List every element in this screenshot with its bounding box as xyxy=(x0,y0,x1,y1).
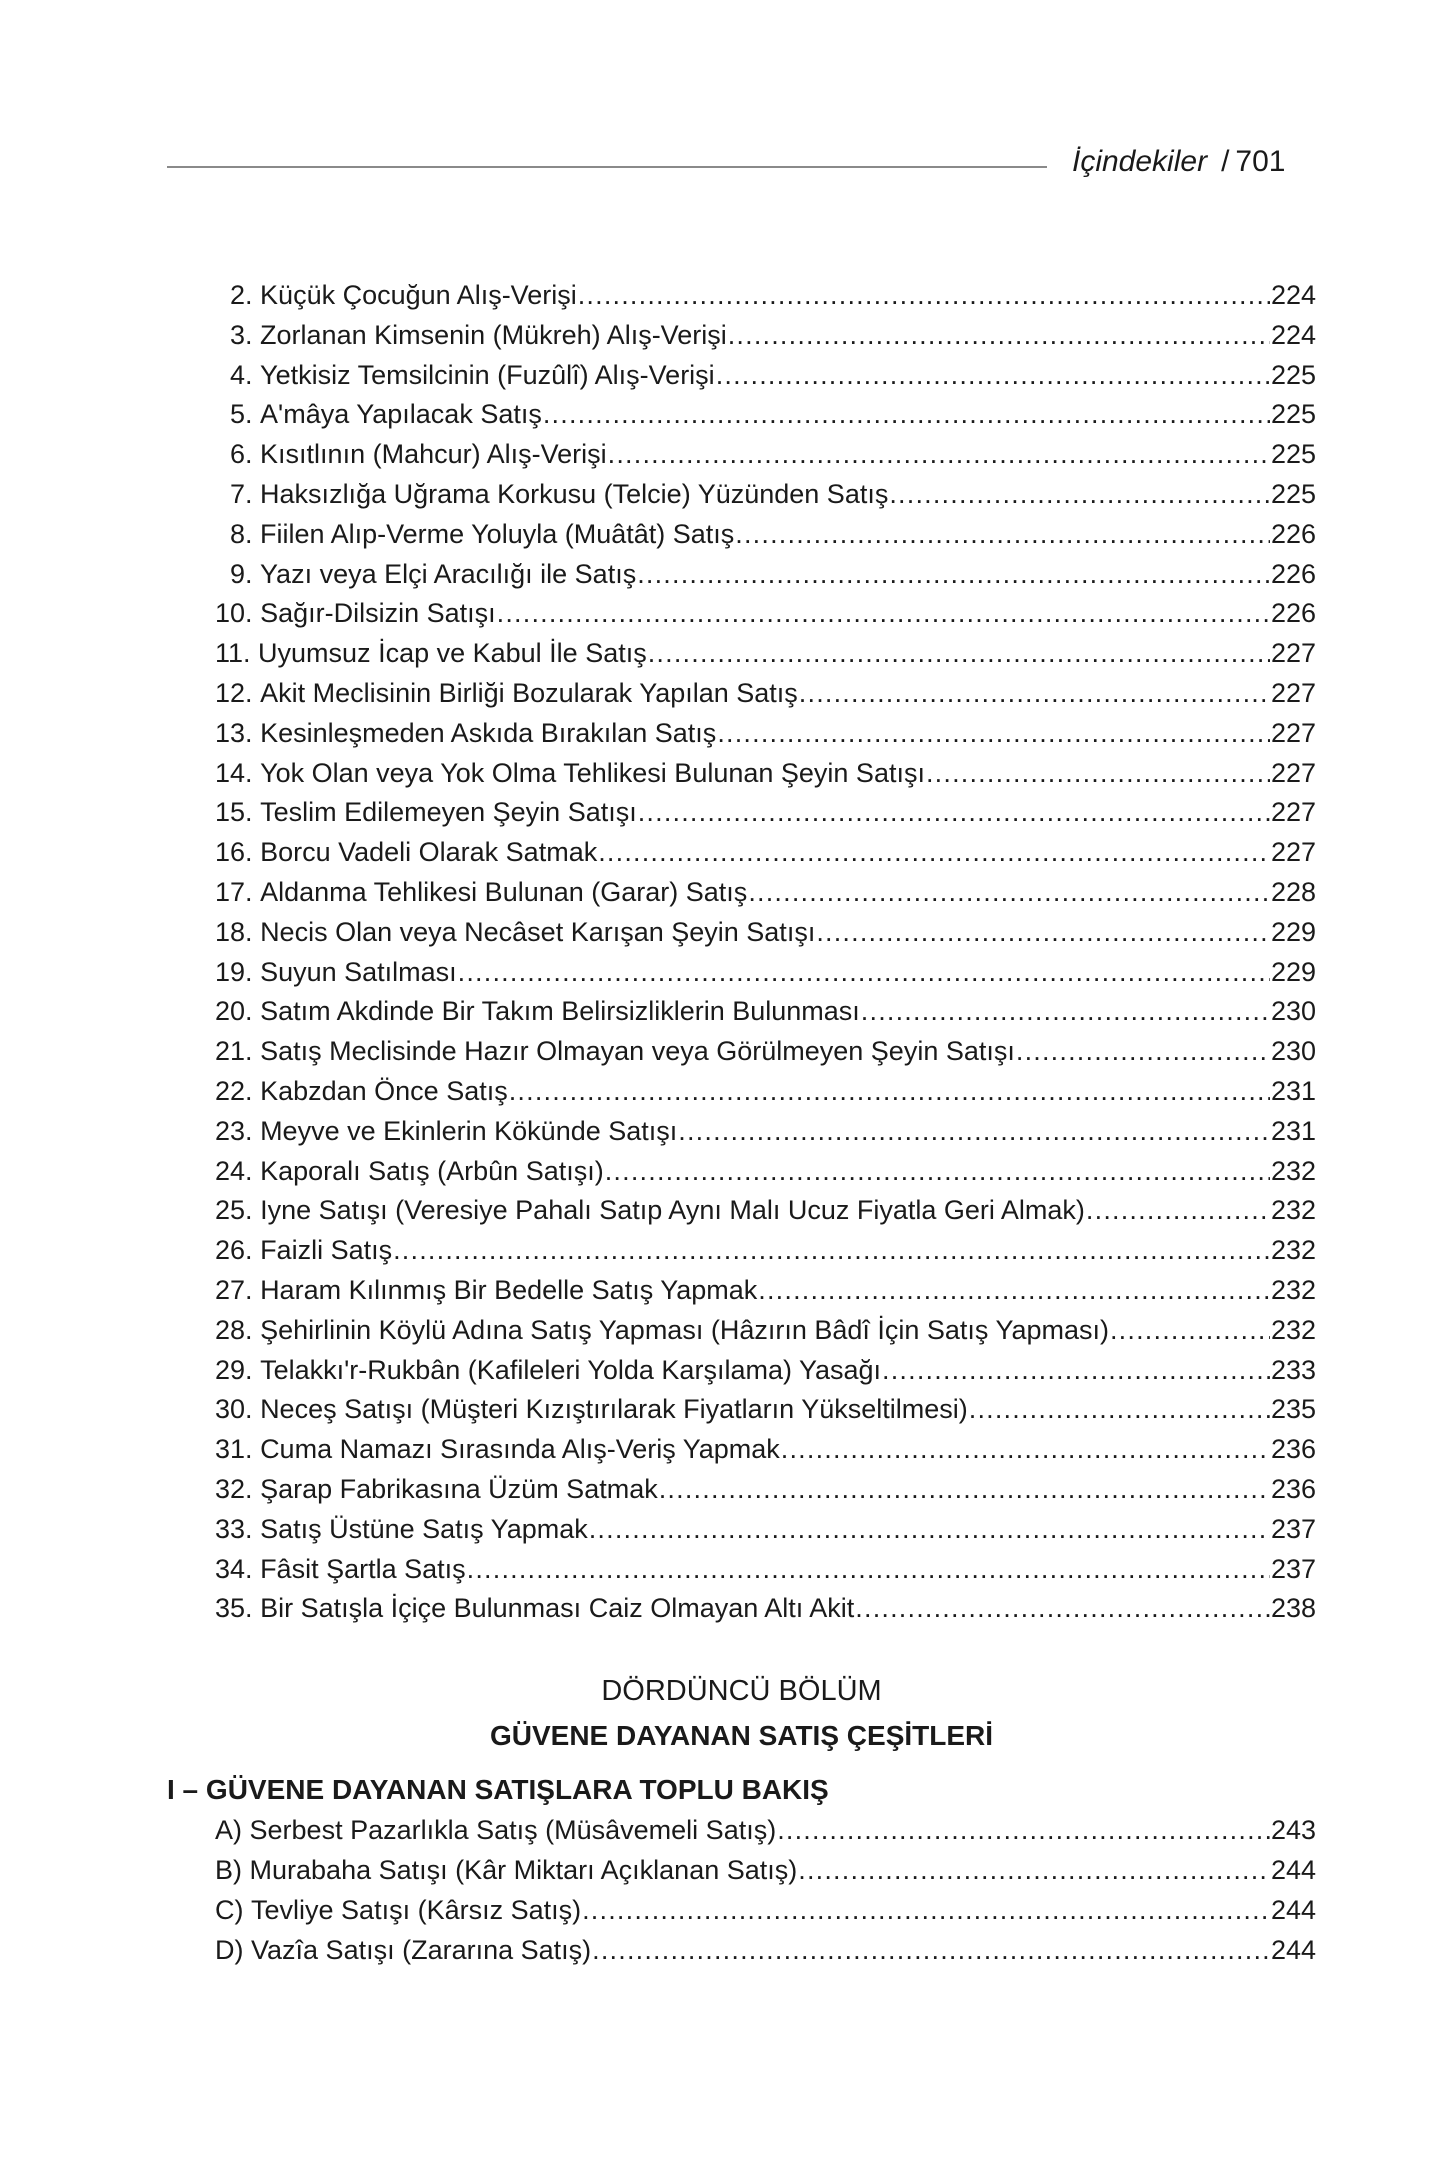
dot-leader xyxy=(458,952,1270,992)
toc-entry-title-text: Telakkı'r-Rukbân (Kafileleri Yolda Karşılama) Yasağı xyxy=(260,1354,882,1385)
dot-leader xyxy=(543,394,1270,434)
toc-entry-title-text: Meyve ve Ekinlerin Kökünde Satışı xyxy=(260,1115,678,1146)
dot-leader xyxy=(578,275,1270,315)
toc-entry-title xyxy=(215,832,597,872)
toc-entry[interactable] xyxy=(0,872,1440,912)
toc-entry-title-text: Küçük Çocuğun Alış-Verişi xyxy=(260,280,577,310)
toc-entry-page: 236 xyxy=(1270,1474,1316,1504)
header-rule xyxy=(167,166,1047,168)
dot-leader xyxy=(659,1469,1270,1509)
toc-entry-title xyxy=(230,315,727,355)
toc-entry-title-text: Necis Olan veya Necâset Karışan Şeyin Satışı xyxy=(260,916,816,947)
toc-entry[interactable] xyxy=(0,991,1440,1031)
toc-entry[interactable] xyxy=(0,1270,1440,1310)
toc-entry[interactable] xyxy=(0,832,1440,872)
toc-entry-page: 232 xyxy=(1270,1275,1316,1305)
toc-entry-title xyxy=(215,1071,508,1111)
toc-entry-title xyxy=(230,554,636,594)
toc-entry[interactable] xyxy=(0,713,1440,753)
toc-entry-title xyxy=(215,1270,757,1310)
toc-entry-title xyxy=(215,1890,581,1930)
toc-entry-title-text: Satış Üstüne Satış Yapmak xyxy=(260,1513,588,1544)
toc-entry-page: 228 xyxy=(1270,877,1316,907)
toc-entry[interactable] xyxy=(0,1588,1440,1628)
dot-leader xyxy=(889,474,1270,514)
toc-entry-title-text: Kesinleşmeden Askıda Bırakılan Satış xyxy=(260,717,717,748)
toc-entry-number: 23. xyxy=(215,1115,253,1146)
toc-entry-number: 31. xyxy=(215,1434,253,1465)
toc-entry[interactable] xyxy=(0,554,1440,594)
toc-entry-title-text: Faizli Satış xyxy=(260,1235,393,1266)
toc-entry[interactable] xyxy=(0,1071,1440,1111)
dot-leader xyxy=(637,554,1270,594)
toc-entry-title xyxy=(215,1310,1109,1350)
toc-entry-title xyxy=(215,1850,797,1890)
toc-entry-title xyxy=(215,912,815,952)
dot-leader xyxy=(728,315,1270,355)
toc-entry-title xyxy=(215,1549,466,1589)
toc-entry-title xyxy=(215,1588,854,1628)
chapter-label: DÖRDÜNCÜ BÖLÜM xyxy=(601,1675,882,1707)
toc-entry[interactable] xyxy=(0,1111,1440,1151)
dot-leader xyxy=(799,673,1270,713)
toc-entry-number: 5. xyxy=(230,399,253,430)
toc-entry-title xyxy=(215,1190,1085,1230)
toc-entry[interactable] xyxy=(0,1310,1440,1350)
toc-entry-title xyxy=(215,593,496,633)
toc-entry-page: 230 xyxy=(1270,996,1316,1027)
toc-entry-page: 237 xyxy=(1270,1513,1316,1544)
dot-leader xyxy=(777,1810,1270,1850)
dot-leader xyxy=(467,1549,1270,1589)
toc-entry-page: 232 xyxy=(1270,1235,1316,1266)
toc-entry-number: 19. xyxy=(215,956,253,987)
dot-leader xyxy=(589,1509,1270,1549)
toc-entry-number: 15. xyxy=(215,797,253,828)
dot-leader xyxy=(582,1890,1270,1930)
toc-entry-page: 238 xyxy=(1270,1593,1316,1624)
toc-entry[interactable] xyxy=(0,1389,1440,1429)
toc-entry-number: 21. xyxy=(215,1036,253,1067)
toc-entry-number: 35. xyxy=(215,1593,253,1624)
toc-entry-number: 34. xyxy=(215,1553,253,1584)
dot-leader xyxy=(1016,1031,1270,1071)
toc-entry-number: D) xyxy=(215,1935,244,1965)
toc-entry-title-text: Kısıtlının (Mahcur) Alış-Verişi xyxy=(260,439,607,470)
toc-entry-title-text: Suyun Satılması xyxy=(260,956,457,987)
toc-entry-title xyxy=(215,633,647,673)
toc-entry-title-text: Satım Akdinde Bir Takım Belirsizliklerin Bulunması xyxy=(260,996,860,1027)
toc-entry-page: 229 xyxy=(1270,956,1316,987)
toc-entry[interactable] xyxy=(0,1509,1440,1549)
toc-entry-title xyxy=(230,275,577,315)
toc-entry-title-text: Zorlanan Kimsenin (Mükreh) Alış-Verişi xyxy=(260,319,727,350)
toc-entry-number: B) xyxy=(215,1855,242,1885)
toc-entry-title-text: Tevliye Satışı (Kârsız Satış) xyxy=(251,1895,582,1925)
toc-entry-title-text: Yok Olan veya Yok Olma Tehlikesi Bulunan Şeyin Satışı xyxy=(260,757,925,788)
toc-entry-title xyxy=(215,1509,588,1549)
dot-leader xyxy=(497,593,1270,633)
toc-entry-page: 226 xyxy=(1270,518,1316,549)
dot-leader xyxy=(393,1230,1270,1270)
dot-leader xyxy=(648,633,1270,673)
toc-entry-title xyxy=(230,434,607,474)
dot-leader xyxy=(969,1389,1270,1429)
toc-entry-title-text: Haksızlığa Uğrama Korkusu (Telcie) Yüzünden Satış xyxy=(260,479,889,509)
toc-entry-page: 225 xyxy=(1270,399,1316,430)
toc-entry-page: 232 xyxy=(1270,1195,1316,1226)
toc-entry-title-text: Akit Meclisinin Birliği Bozularak Yapılan Satış xyxy=(260,678,798,708)
toc-entry-title xyxy=(215,753,925,793)
toc-entry-page: 226 xyxy=(1270,598,1316,629)
toc-entry[interactable] xyxy=(0,514,1440,554)
toc-entry[interactable] xyxy=(0,1230,1440,1270)
toc-entry-number: 12. xyxy=(215,678,253,708)
toc-entry-title xyxy=(215,1469,658,1509)
toc-entry[interactable] xyxy=(0,1890,1440,1930)
toc-entry-title xyxy=(215,1810,776,1850)
toc-entry-title-text: Aldanma Tehlikesi Bulunan (Garar) Satış xyxy=(260,877,748,907)
toc-entry-page: 244 xyxy=(1270,1935,1316,1965)
toc-entry-title xyxy=(215,952,457,992)
toc-entry[interactable] xyxy=(0,355,1440,395)
dot-leader xyxy=(735,514,1270,554)
toc-entry-number: 7. xyxy=(230,479,253,509)
toc-entry-number: 29. xyxy=(215,1354,253,1385)
toc-entry-number: 18. xyxy=(215,916,253,947)
toc-entry-number: 11. xyxy=(215,638,251,669)
toc-entry-number: 17. xyxy=(215,877,253,907)
toc-entry-title xyxy=(215,1350,881,1390)
toc-entry[interactable] xyxy=(0,952,1440,992)
dot-leader xyxy=(638,792,1270,832)
toc-entry-title xyxy=(215,673,798,713)
toc-entry-page: 232 xyxy=(1270,1155,1316,1186)
toc-entry[interactable] xyxy=(0,1190,1440,1230)
toc-entry[interactable] xyxy=(0,394,1440,434)
toc-entry-number: 16. xyxy=(215,837,253,868)
dot-leader xyxy=(678,1111,1270,1151)
toc-entry-title-text: Serbest Pazarlıkla Satış (Müsâvemeli Satış) xyxy=(249,1815,777,1845)
toc-entry-page: 236 xyxy=(1270,1434,1316,1465)
toc-entry-title xyxy=(215,713,716,753)
dot-leader xyxy=(855,1588,1270,1628)
dot-leader xyxy=(592,1930,1270,1970)
toc-entry-title xyxy=(230,394,542,434)
toc-entry-title xyxy=(215,1930,591,1970)
toc-entry-title-text: Şarap Fabrikasına Üzüm Satmak xyxy=(260,1474,658,1504)
toc-entry-title-text: Iyne Satışı (Veresiye Pahalı Satıp Aynı Malı Ucuz Fiyatla Geri Almak) xyxy=(260,1195,1085,1226)
toc-entry-title-text: Şehirlinin Köylü Adına Satış Yapması (Hâzırın Bâdî İçin Satış Yapması) xyxy=(260,1314,1109,1345)
toc-entry-title xyxy=(215,1389,968,1429)
toc-entry-number: 4. xyxy=(230,359,253,390)
toc-entry-page: 227 xyxy=(1270,717,1316,748)
toc-entry-title-text: Fâsit Şartla Satış xyxy=(260,1553,466,1584)
dot-leader xyxy=(798,1850,1270,1890)
toc-entry-title xyxy=(215,1230,392,1270)
toc-entry-title-text: Haram Kılınmış Bir Bedelle Satış Yapmak xyxy=(260,1275,758,1305)
toc-entry-title xyxy=(215,1111,677,1151)
dot-leader xyxy=(781,1429,1270,1469)
toc-entry-page: 227 xyxy=(1270,678,1316,708)
dot-leader xyxy=(748,872,1270,912)
toc-entry-number: 33. xyxy=(215,1513,253,1544)
dot-leader xyxy=(717,713,1270,753)
toc-entry-number: 3. xyxy=(230,319,253,350)
dot-leader xyxy=(758,1270,1270,1310)
toc-entry[interactable] xyxy=(0,1930,1440,1970)
toc-entry-title xyxy=(215,872,747,912)
toc-entry-page: 225 xyxy=(1270,479,1316,509)
toc-entry-title xyxy=(215,792,637,832)
toc-entry[interactable] xyxy=(0,1469,1440,1509)
section-title: I – GÜVENE DAYANAN SATIŞLARA TOPLU BAKIŞ xyxy=(167,1774,829,1805)
dot-leader xyxy=(882,1350,1270,1390)
toc-entry[interactable] xyxy=(0,275,1440,315)
toc-entry[interactable] xyxy=(0,1549,1440,1589)
toc-entry-page: 227 xyxy=(1270,757,1316,788)
toc-entry-title xyxy=(215,1429,780,1469)
toc-entry-number: 10. xyxy=(215,598,253,629)
toc-entry-page: 225 xyxy=(1270,359,1316,390)
toc-entry-title-text: Yetkisiz Temsilcinin (Fuzûlî) Alış-Verişi xyxy=(260,359,715,390)
toc-entry-number: 28. xyxy=(215,1314,253,1345)
toc-entry-title-text: Sağır-Dilsizin Satışı xyxy=(260,598,496,629)
dot-leader xyxy=(1086,1190,1270,1230)
toc-entry[interactable] xyxy=(0,792,1440,832)
toc-entry-page: 227 xyxy=(1270,837,1316,868)
toc-entry-title-text: Vazîa Satışı (Zararına Satış) xyxy=(251,1935,592,1965)
toc-entry-page: 230 xyxy=(1270,1036,1316,1067)
toc-entry[interactable] xyxy=(0,633,1440,673)
toc-entry-title-text: Murabaha Satışı (Kâr Miktarı Açıklanan Satış) xyxy=(249,1855,798,1885)
toc-entry-page: 244 xyxy=(1270,1855,1316,1885)
dot-leader xyxy=(608,434,1270,474)
toc-entry-page: 224 xyxy=(1270,319,1316,350)
toc-entry-number: 25. xyxy=(215,1195,253,1226)
toc-entry-title-text: Fiilen Alıp-Verme Yoluyla (Muâtât) Satış xyxy=(260,518,735,549)
toc-entry-title xyxy=(230,474,888,514)
toc-entry-title xyxy=(230,355,715,395)
dot-leader xyxy=(861,991,1270,1031)
toc-entry-page: 243 xyxy=(1270,1815,1316,1845)
toc-entry[interactable] xyxy=(0,912,1440,952)
toc-entry-number: A) xyxy=(215,1815,242,1845)
toc-entry-page: 227 xyxy=(1270,638,1316,669)
toc-entry[interactable] xyxy=(0,1151,1440,1191)
toc-entry[interactable] xyxy=(0,1810,1440,1850)
toc-entry-title-text: Cuma Namazı Sırasında Alış-Veriş Yapmak xyxy=(260,1434,780,1465)
toc-entry-title xyxy=(230,514,734,554)
toc-entry-page: 232 xyxy=(1270,1314,1316,1345)
toc-entry[interactable] xyxy=(0,474,1440,514)
toc-entry-number: 20. xyxy=(215,996,253,1027)
dot-leader xyxy=(926,753,1270,793)
toc-entry[interactable] xyxy=(0,315,1440,355)
toc-entry[interactable] xyxy=(0,593,1440,633)
running-header-chapter: İçindekiler xyxy=(1072,145,1208,178)
toc-entry-number: 24. xyxy=(215,1155,253,1186)
toc-entry-title-text: A'mâya Yapılacak Satış xyxy=(260,399,542,430)
toc-entry-number: 2. xyxy=(230,280,253,310)
dot-leader xyxy=(605,1151,1270,1191)
toc-entry-title-text: Uyumsuz İcap ve Kabul İle Satış xyxy=(258,638,647,669)
toc-entry[interactable] xyxy=(0,1429,1440,1469)
toc-entry-page: 244 xyxy=(1270,1895,1316,1925)
toc-entry-page: 237 xyxy=(1270,1553,1316,1584)
toc-entry-number: 26. xyxy=(215,1235,253,1266)
toc-entry-number: 14. xyxy=(215,757,253,788)
toc-entry[interactable] xyxy=(0,673,1440,713)
toc-entry[interactable] xyxy=(0,1850,1440,1890)
toc-entry-title xyxy=(215,991,860,1031)
toc-entry-number: 27. xyxy=(215,1275,253,1305)
toc-entry-title-text: Borcu Vadeli Olarak Satmak xyxy=(260,837,598,868)
toc-entry-title-text: Bir Satışla İçiçe Bulunması Caiz Olmayan Altı Akit xyxy=(260,1593,855,1624)
toc-entry[interactable] xyxy=(0,1031,1440,1071)
toc-entry-title-text: Kaporalı Satış (Arbûn Satışı) xyxy=(260,1155,604,1186)
toc-entry-number: 6. xyxy=(230,439,253,470)
toc-entry-page: 227 xyxy=(1270,797,1316,828)
running-header-separator: / xyxy=(1221,145,1230,178)
toc-entry-title-text: Teslim Edilemeyen Şeyin Satışı xyxy=(260,797,637,828)
toc-entry-title xyxy=(215,1151,604,1191)
toc-entry-number: 22. xyxy=(215,1076,253,1106)
running-header xyxy=(1072,144,1285,180)
toc-entry-page: 231 xyxy=(1270,1076,1316,1106)
toc-entry-title-text: Kabzdan Önce Satış xyxy=(260,1076,508,1106)
toc-entry-title-text: Yazı veya Elçi Aracılığı ile Satış xyxy=(260,558,637,589)
toc-entry[interactable] xyxy=(0,1350,1440,1390)
toc-entry-page: 226 xyxy=(1270,558,1316,589)
toc-entry-page: 235 xyxy=(1270,1394,1316,1425)
toc-entry-number: 32. xyxy=(215,1474,253,1504)
dot-leader xyxy=(1110,1310,1270,1350)
toc-entry-number: 8. xyxy=(230,518,253,549)
toc-entry[interactable] xyxy=(0,434,1440,474)
toc-entry-page: 224 xyxy=(1270,280,1316,310)
toc-entry-page: 229 xyxy=(1270,916,1316,947)
toc-entry-number: C) xyxy=(215,1895,244,1925)
toc-entry[interactable] xyxy=(0,753,1440,793)
dot-leader xyxy=(716,355,1270,395)
toc-entry-number: 9. xyxy=(230,558,253,589)
toc-entry-title-text: Neceş Satışı (Müşteri Kızıştırılarak Fiyatların Yükseltilmesi) xyxy=(260,1394,968,1425)
dot-leader xyxy=(816,912,1270,952)
toc-entry-number: 30. xyxy=(215,1394,253,1425)
toc-entry-page: 233 xyxy=(1270,1354,1316,1385)
dot-leader xyxy=(509,1071,1270,1111)
dot-leader xyxy=(598,832,1270,872)
toc-entry-number: 13. xyxy=(215,717,253,748)
chapter-title: GÜVENE DAYANAN SATIŞ ÇEŞİTLERİ xyxy=(489,1720,994,1751)
toc-entry-title-text: Satış Meclisinde Hazır Olmayan veya Görülmeyen Şeyin Satışı xyxy=(260,1036,1015,1067)
toc-entry-page: 231 xyxy=(1270,1115,1316,1146)
toc-entry-page: 225 xyxy=(1270,439,1316,470)
page-number: 701 xyxy=(1235,145,1286,178)
toc-entry-title xyxy=(215,1031,1015,1071)
